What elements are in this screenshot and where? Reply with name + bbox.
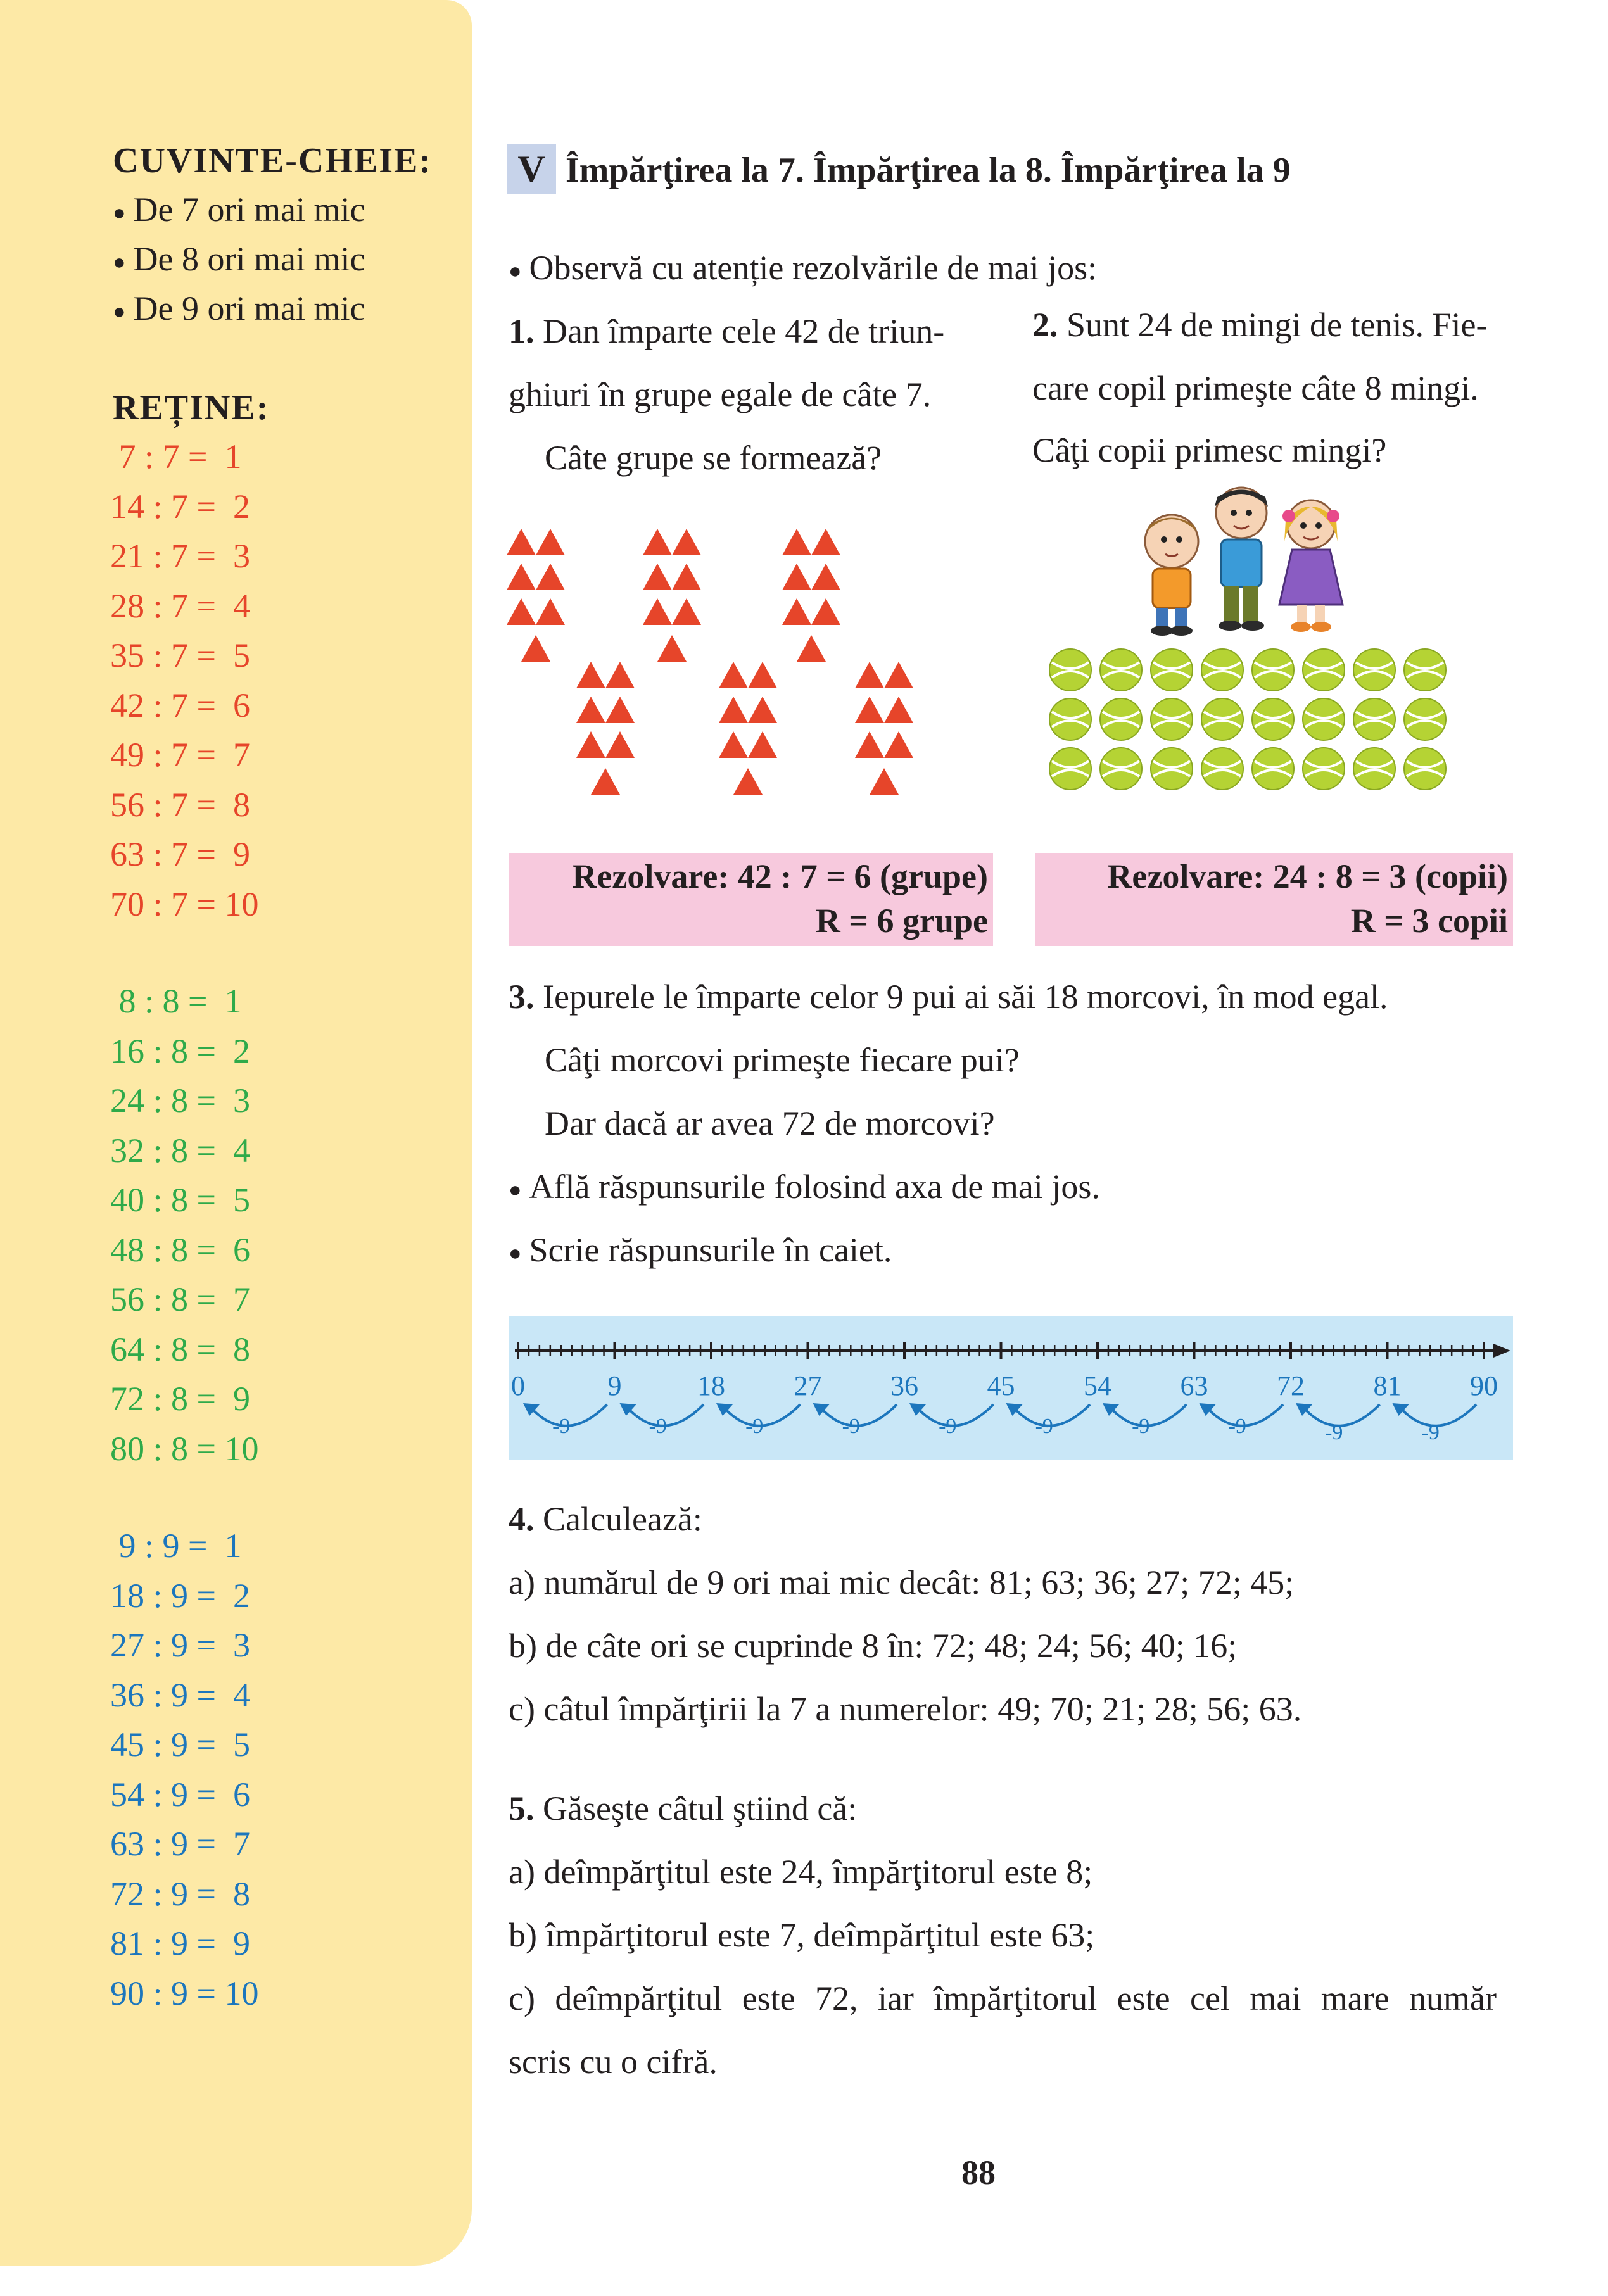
- lesson-badge-text: V: [517, 148, 545, 190]
- lesson-badge: [507, 144, 556, 194]
- axis-tick-label: 27: [794, 1370, 822, 1401]
- triangle-icon: [643, 529, 672, 555]
- children-illustration: [1134, 481, 1362, 640]
- division-fact: 27 : 9 = 3: [110, 1626, 250, 1664]
- triangle-icon: [643, 598, 672, 625]
- division-fact: 40 : 8 = 5: [110, 1181, 250, 1219]
- ex1-line2: ghiuri în grupe egale de câte 7.: [509, 375, 932, 413]
- division-fact: 42 : 7 = 6: [110, 686, 250, 724]
- number-line-box: [509, 1316, 1513, 1460]
- jump-label: -9: [939, 1415, 957, 1438]
- bullet-icon: ●: [113, 201, 126, 225]
- jump-label: -9: [1421, 1421, 1440, 1444]
- triangle-icon: [719, 662, 748, 688]
- axis-tick-label: 90: [1470, 1370, 1498, 1401]
- triangle-icon: [855, 662, 884, 688]
- tennis-ball-icon: [1353, 649, 1395, 691]
- ex1-line1: [509, 312, 944, 351]
- tennis-ball-icon: [1252, 698, 1294, 740]
- keywords-title: CUVINTE-CHEIE:: [113, 141, 433, 180]
- tennis-ball-icon: [1151, 748, 1193, 790]
- arrow-right-icon: [1493, 1344, 1510, 1358]
- triangle-icon: [811, 564, 840, 590]
- triangle-icon: [811, 529, 840, 555]
- triangle-icon: [719, 697, 748, 723]
- triangle-icon: [870, 768, 899, 795]
- lesson-title: Împărţirea la 7. Împărţirea la 8. Împărţirea la 9: [566, 151, 1291, 190]
- tennis-ball-icon: [1404, 698, 1446, 740]
- tennis-ball-icon: [1303, 649, 1345, 691]
- tennis-ball-icon: [1049, 698, 1091, 740]
- axis-tick-label: 36: [890, 1370, 918, 1401]
- axis-tick-label: 0: [511, 1370, 525, 1401]
- tennis-balls-illustration: [1048, 646, 1466, 804]
- triangle-icon: [811, 598, 840, 625]
- ex1-line3: Câte grupe se formează?: [545, 439, 882, 477]
- child-boy-left-icon: [1145, 515, 1198, 636]
- triangle-icon: [884, 697, 913, 723]
- ex5-b: b) împărţitorul este 7, deîmpărţitul este 63;: [509, 1916, 1095, 1954]
- axis-tick-label: 9: [607, 1370, 622, 1401]
- division-fact: 54 : 9 = 6: [110, 1775, 250, 1813]
- jump-label: -9: [842, 1415, 860, 1438]
- division-fact: 72 : 8 = 9: [110, 1380, 250, 1418]
- triangle-icon: [576, 697, 605, 723]
- ex3-bullet1: [509, 1167, 1100, 1206]
- axis-tick-label: 54: [1084, 1370, 1111, 1401]
- ex1-solution: Rezolvare: 42 : 7 = 6 (grupe): [572, 857, 988, 895]
- ex2-answer: R = 3 copii: [1350, 902, 1508, 940]
- ex2-line3: Câţi copii primesc mingi?: [1032, 431, 1387, 469]
- tennis-ball-icon: [1404, 649, 1446, 691]
- triangle-icon: [672, 598, 701, 625]
- bullet-icon: ●: [509, 1178, 522, 1202]
- jump-label: -9: [1325, 1421, 1343, 1444]
- intro-text: [509, 248, 1097, 287]
- intro-label: Observă cu atenție rezolvările de mai jos:: [529, 249, 1098, 287]
- triangle-icon: [884, 731, 913, 758]
- triangle-icon: [748, 697, 777, 723]
- sidebar: [0, 0, 472, 2266]
- axis-tick-label: 18: [697, 1370, 725, 1401]
- jump-label: -9: [745, 1415, 764, 1438]
- division-fact: 24 : 8 = 3: [110, 1082, 250, 1120]
- tennis-ball-icon: [1100, 698, 1142, 740]
- tennis-ball-icon: [1404, 748, 1446, 790]
- division-fact: 7 : 7 = 1: [110, 438, 242, 476]
- division-fact: 45 : 9 = 5: [110, 1725, 250, 1763]
- tennis-ball-icon: [1353, 698, 1395, 740]
- ex3-line1: [509, 977, 1388, 1016]
- ex2-text1: Sunt 24 de mingi de tenis. Fie-: [1067, 306, 1488, 344]
- triangle-icon: [719, 731, 748, 758]
- triangle-icon: [884, 662, 913, 688]
- ex2-line1: [1032, 305, 1487, 344]
- bullet-icon: ●: [113, 300, 126, 324]
- triangles-illustration: [500, 519, 956, 811]
- division-fact: 21 : 7 = 3: [110, 537, 250, 575]
- tennis-ball-icon: [1100, 649, 1142, 691]
- tennis-ball-icon: [1100, 748, 1142, 790]
- ex4-title-text: Calculează:: [543, 1500, 702, 1538]
- ex4-a: a) numărul de 9 ori mai mic decât: 81; 63; 36; 27; 72; 45;: [509, 1563, 1295, 1601]
- triangle-icon: [536, 529, 565, 555]
- division-fact: 56 : 8 = 7: [110, 1280, 250, 1318]
- tennis-ball-icon: [1049, 748, 1091, 790]
- triangle-icon: [855, 697, 884, 723]
- ex5-title: [509, 1789, 857, 1828]
- triangle-icon: [605, 662, 635, 688]
- tennis-ball-icon: [1201, 748, 1243, 790]
- keyword-text: De 7 ori mai mic: [133, 191, 365, 229]
- tennis-ball-icon: [1252, 748, 1294, 790]
- ex3-number: 3.: [509, 978, 535, 1016]
- ex1-text1: Dan împarte cele 42 de triun-: [543, 312, 945, 350]
- tennis-ball-icon: [1353, 748, 1395, 790]
- ex1-answer: R = 6 grupe: [815, 902, 988, 940]
- axis-tick-label: 63: [1180, 1370, 1208, 1401]
- tennis-ball-icon: [1201, 649, 1243, 691]
- division-fact: 81 : 9 = 9: [110, 1924, 250, 1962]
- division-fact: 35 : 7 = 5: [110, 636, 250, 674]
- division-fact: 56 : 7 = 8: [110, 785, 250, 824]
- ex4-title: [509, 1499, 702, 1539]
- keyword-item: [113, 239, 365, 279]
- keyword-item: [113, 190, 365, 229]
- triangle-icon: [782, 564, 811, 590]
- keyword-item: [113, 289, 365, 328]
- axis-tick-label: 72: [1277, 1370, 1305, 1401]
- ex2-number: 2.: [1032, 306, 1058, 344]
- tennis-ball-icon: [1303, 748, 1345, 790]
- child-boy-middle-icon: [1215, 488, 1268, 631]
- ex3-text1: Iepurele le împarte celor 9 pui ai săi 18 morcovi, în mod egal.: [543, 978, 1388, 1016]
- triangle-icon: [657, 635, 687, 662]
- division-fact: 64 : 8 = 8: [110, 1330, 250, 1368]
- triangle-icon: [576, 731, 605, 758]
- ex1-number: 1.: [509, 312, 535, 350]
- ex1-solution-box: [509, 853, 993, 946]
- division-fact: 70 : 7 = 10: [110, 885, 259, 923]
- triangle-icon: [576, 662, 605, 688]
- triangle-icon: [672, 564, 701, 590]
- division-fact: 63 : 7 = 9: [110, 835, 250, 873]
- triangle-icon: [797, 635, 826, 662]
- ex4-c: c) câtul împărţirii la 7 a numerelor: 49; 70; 21; 28; 56; 63.: [509, 1690, 1302, 1728]
- page-number: 88: [961, 2154, 996, 2192]
- remember-title: REȚINE:: [113, 388, 270, 427]
- division-fact: 28 : 7 = 4: [110, 586, 250, 625]
- number-line: [509, 1316, 1513, 1460]
- ex3-line3: Dar dacă ar avea 72 de morcovi?: [545, 1104, 995, 1142]
- division-fact: 32 : 8 = 4: [110, 1131, 250, 1170]
- triangle-icon: [748, 731, 777, 758]
- bullet-icon: ●: [509, 259, 522, 283]
- division-fact: 49 : 7 = 7: [110, 736, 250, 774]
- division-fact: 8 : 8 = 1: [110, 982, 242, 1020]
- keyword-text: De 8 ori mai mic: [133, 240, 365, 278]
- triangle-icon: [521, 635, 550, 662]
- tennis-ball-icon: [1252, 649, 1294, 691]
- ex3-bullet1-text: Află răspunsurile folosind axa de mai jos.: [529, 1168, 1100, 1206]
- triangle-icon: [605, 697, 635, 723]
- tennis-ball-icon: [1303, 698, 1345, 740]
- tennis-ball-icon: [1201, 698, 1243, 740]
- division-fact: 16 : 8 = 2: [110, 1031, 250, 1070]
- division-fact: 48 : 8 = 6: [110, 1230, 250, 1269]
- division-fact: 18 : 9 = 2: [110, 1576, 250, 1615]
- bullet-icon: ●: [113, 250, 126, 274]
- triangle-icon: [855, 731, 884, 758]
- ex5-a: a) deîmpărţitul este 24, împărţitorul este 8;: [509, 1853, 1093, 1891]
- triangle-icon: [748, 662, 777, 688]
- ex5-c2: scris cu o cifră.: [509, 2043, 718, 2081]
- triangle-icon: [782, 529, 811, 555]
- bullet-icon: ●: [509, 1241, 522, 1265]
- axis-tick-label: 45: [987, 1370, 1015, 1401]
- ex2-line2: care copil primeşte câte 8 mingi.: [1032, 369, 1479, 407]
- tennis-ball-icon: [1151, 649, 1193, 691]
- triangle-icon: [507, 564, 536, 590]
- keyword-text: De 9 ori mai mic: [133, 289, 365, 327]
- tennis-ball-icon: [1151, 698, 1193, 740]
- jump-label: -9: [649, 1415, 667, 1438]
- jump-label: -9: [552, 1415, 571, 1438]
- triangle-icon: [536, 598, 565, 625]
- ex2-solution: Rezolvare: 24 : 8 = 3 (copii): [1107, 857, 1508, 895]
- jump-label: -9: [1228, 1415, 1246, 1438]
- tennis-ball-icon: [1049, 649, 1091, 691]
- division-fact: 9 : 9 = 1: [110, 1527, 242, 1565]
- triangle-icon: [605, 731, 635, 758]
- jump-label: -9: [1132, 1415, 1150, 1438]
- ex3-bullet2: [509, 1230, 892, 1270]
- ex2-solution-box: [1035, 853, 1513, 946]
- division-fact: 14 : 7 = 2: [110, 487, 250, 526]
- ex3-bullet2-text: Scrie răspunsurile în caiet.: [529, 1231, 892, 1269]
- ex4-b: b) de câte ori se cuprinde 8 în: 72; 48; 24; 56; 40; 16;: [509, 1627, 1238, 1665]
- triangle-icon: [643, 564, 672, 590]
- triangle-icon: [507, 529, 536, 555]
- ex5-c1: c) deîmpărţitul este 72, iar împărţitorul este cel mai mare număr: [509, 1979, 1497, 2017]
- ex5-title-text: Găseşte câtul ştiind că:: [543, 1789, 858, 1827]
- triangle-icon: [507, 598, 536, 625]
- child-girl-icon: [1279, 500, 1343, 632]
- ex3-line2: Câţi morcovi primeşte fiecare pui?: [545, 1041, 1020, 1079]
- division-fact: 90 : 9 = 10: [110, 1974, 259, 2012]
- triangle-icon: [782, 598, 811, 625]
- triangle-icon: [733, 768, 763, 795]
- division-fact: 80 : 8 = 10: [110, 1429, 259, 1468]
- ex4-number: 4.: [509, 1500, 535, 1538]
- axis-tick-label: 81: [1373, 1370, 1402, 1401]
- triangle-icon: [591, 768, 620, 795]
- division-fact: 63 : 9 = 7: [110, 1825, 250, 1863]
- division-fact: 36 : 9 = 4: [110, 1675, 250, 1714]
- jump-label: -9: [1035, 1415, 1053, 1438]
- division-fact: 72 : 9 = 8: [110, 1874, 250, 1913]
- triangle-icon: [536, 564, 565, 590]
- ex5-number: 5.: [509, 1789, 535, 1827]
- triangle-icon: [672, 529, 701, 555]
